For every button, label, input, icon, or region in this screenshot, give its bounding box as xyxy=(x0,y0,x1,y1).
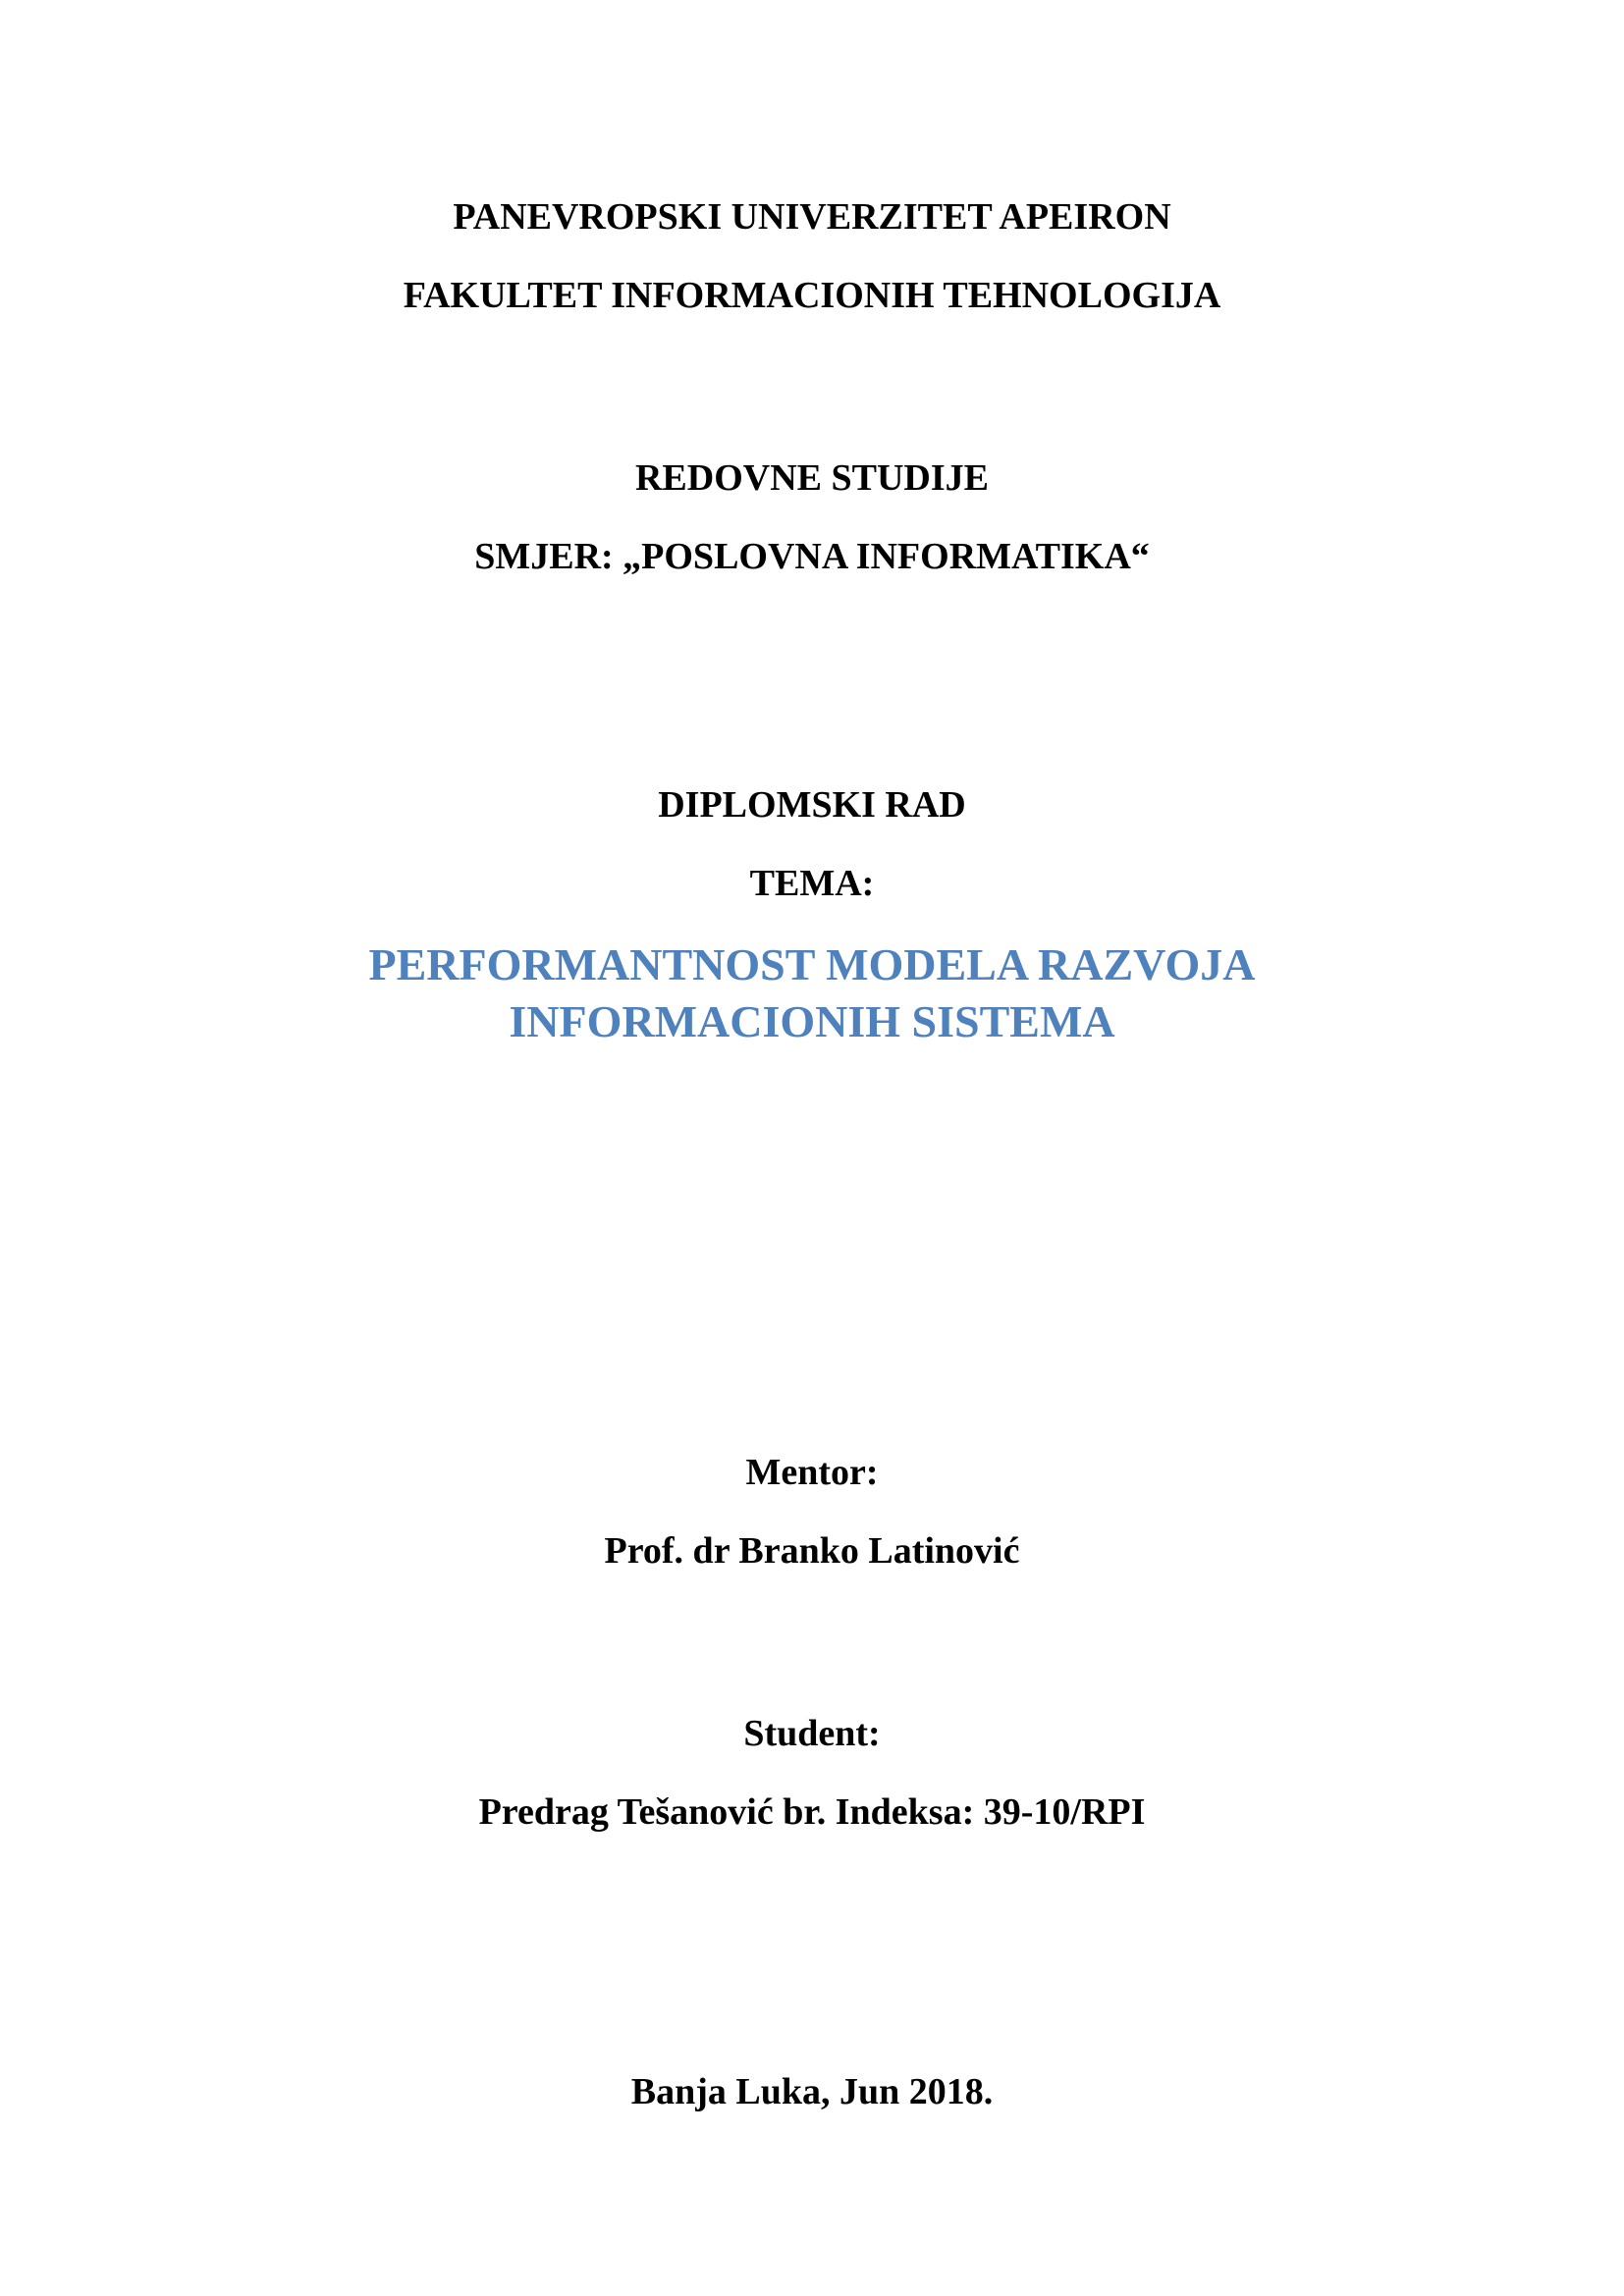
thesis-title-line-2: INFORMACIONIH SISTEMA xyxy=(509,996,1115,1046)
student-label: Student: xyxy=(743,1713,881,1754)
student-name: Predrag Tešanović br. Indeksa: 39-10/RPI xyxy=(478,1791,1146,1833)
faculty-name: FAKULTET INFORMACIONIH TEHNOLOGIJA xyxy=(403,275,1221,316)
thesis-title-line-1: PERFORMANTNOST MODELA RAZVOJA xyxy=(368,939,1256,989)
thesis-title xyxy=(0,936,1624,1050)
topic-label: TEMA: xyxy=(749,863,875,904)
university-name: PANEVROPSKI UNIVERZITET APEIRON xyxy=(453,196,1171,238)
study-direction: SMJER: „POSLOVNA INFORMATIKA“ xyxy=(474,536,1150,577)
mentor-name: Prof. dr Branko Latinović xyxy=(604,1530,1020,1572)
thesis-kind: DIPLOMSKI RAD xyxy=(658,784,966,826)
mentor-label: Mentor: xyxy=(745,1452,879,1493)
place-and-date: Banja Luka, Jun 2018. xyxy=(630,2071,994,2112)
study-type: REDOVNE STUDIJE xyxy=(634,457,990,499)
